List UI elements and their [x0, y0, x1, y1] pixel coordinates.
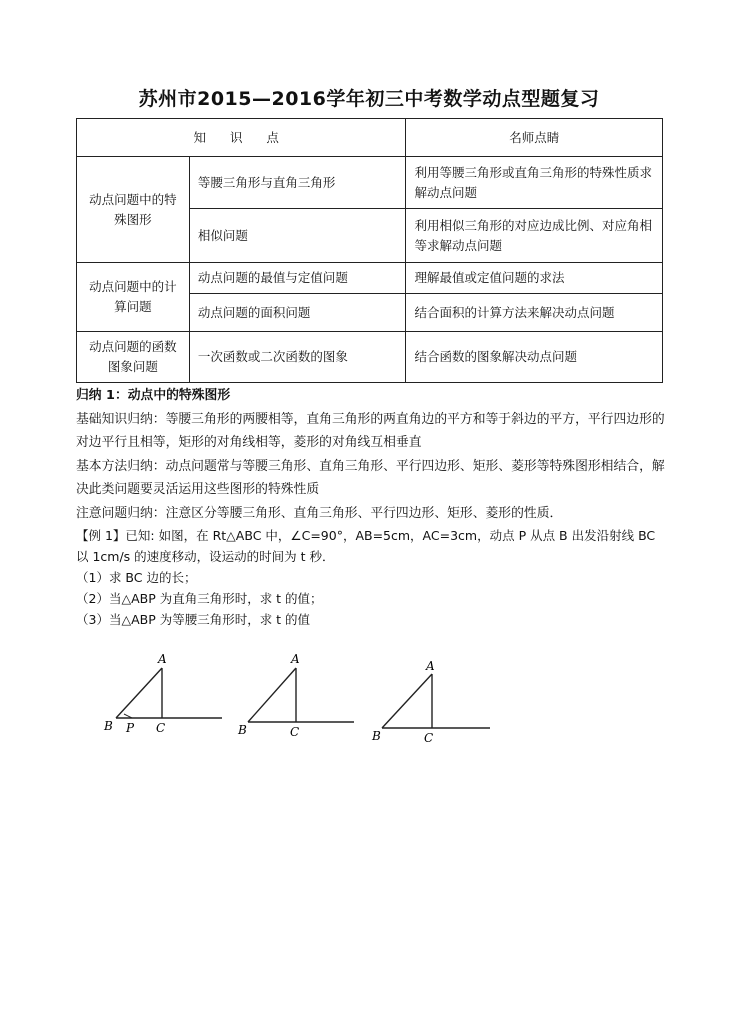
table-header-row — [77, 119, 663, 157]
label-p: P — [126, 721, 135, 735]
label-a: A — [426, 659, 435, 673]
topic-cell: 等腰三角形与直角三角形 — [189, 157, 406, 209]
tip-cell: 利用相似三角形的对应边成比例、对应角相等求解动点问题 — [406, 209, 663, 263]
tip-cell: 利用等腰三角形或直角三角形的特殊性质求解动点问题 — [406, 157, 663, 209]
figure-1 — [103, 652, 222, 735]
example-question: （1）求 BC 边的长； — [76, 570, 197, 585]
figure-3 — [371, 659, 490, 745]
topic-cell: 动点问题的面积问题 — [189, 294, 406, 332]
table-row — [77, 263, 663, 294]
tip-cell: 理解最值或定值问题的求法 — [406, 263, 663, 294]
section-heading: 归纳 1：动点中的特殊图形 — [76, 388, 231, 403]
table-row — [77, 157, 663, 209]
label-c: C — [156, 721, 166, 735]
category-cell: 动点问题中的计算问题 — [77, 263, 190, 332]
knowledge-table — [76, 118, 663, 383]
label-c: C — [424, 731, 434, 745]
label-b: B — [372, 729, 381, 743]
basic-method: 基本方法归纳：动点问题常与等腰三角形、直角三角形、平行四边形、矩形、菱形等特殊图形相结合，解决此类问题要灵活运用这些图形的特殊性质 — [76, 458, 665, 497]
section-body — [76, 384, 668, 630]
figure-2 — [237, 652, 354, 739]
topic-cell: 一次函数或二次函数的图象 — [189, 332, 406, 383]
label-b: B — [238, 723, 247, 737]
example-question: （3）当△ABP 为等腰三角形时，求 t 的值 — [76, 612, 311, 627]
tip-cell: 结合面积的计算方法来解决动点问题 — [406, 294, 663, 332]
table-row — [77, 332, 663, 383]
label-a: A — [158, 652, 167, 666]
triangle-figures — [98, 650, 518, 750]
basic-knowledge: 基础知识归纳：等腰三角形的两腰相等，直角三角形的两直角边的平方和等于斜边的平方，平行四边形的对边平行且相等，矩形的对角线相等，菱形的对角线互相垂直 — [76, 411, 665, 450]
topic-cell: 动点问题的最值与定值问题 — [189, 263, 406, 294]
header-tips: 名师点睛 — [406, 119, 663, 157]
example-statement: 【例 1】已知: 如图，在 Rt△ABC 中，∠C=90°，AB=5cm，AC=3cm，动点 P 从点 B 出发沿射线 BC 以 1cm/s 的速度移动，设运动的时间为 t 秒． — [76, 528, 656, 564]
example-block — [76, 525, 668, 630]
attention-note: 注意问题归纳：注意区分等腰三角形、直角三角形、平行四边形、矩形、菱形的性质． — [76, 505, 563, 521]
label-c: C — [290, 725, 300, 739]
category-cell: 动点问题的函数图象问题 — [77, 332, 190, 383]
header-knowledge: 知 识 点 — [77, 119, 406, 157]
label-a: A — [291, 652, 300, 666]
tip-cell: 结合函数的图象解决动点问题 — [406, 332, 663, 383]
label-b: B — [104, 719, 113, 733]
page-title: 苏州市2015—2016学年初三中考数学动点型题复习 — [138, 88, 600, 110]
topic-cell: 相似问题 — [189, 209, 406, 263]
example-question: （2）当△ABP 为直角三角形时，求 t 的值； — [76, 591, 323, 606]
category-cell: 动点问题中的特殊图形 — [77, 157, 190, 263]
